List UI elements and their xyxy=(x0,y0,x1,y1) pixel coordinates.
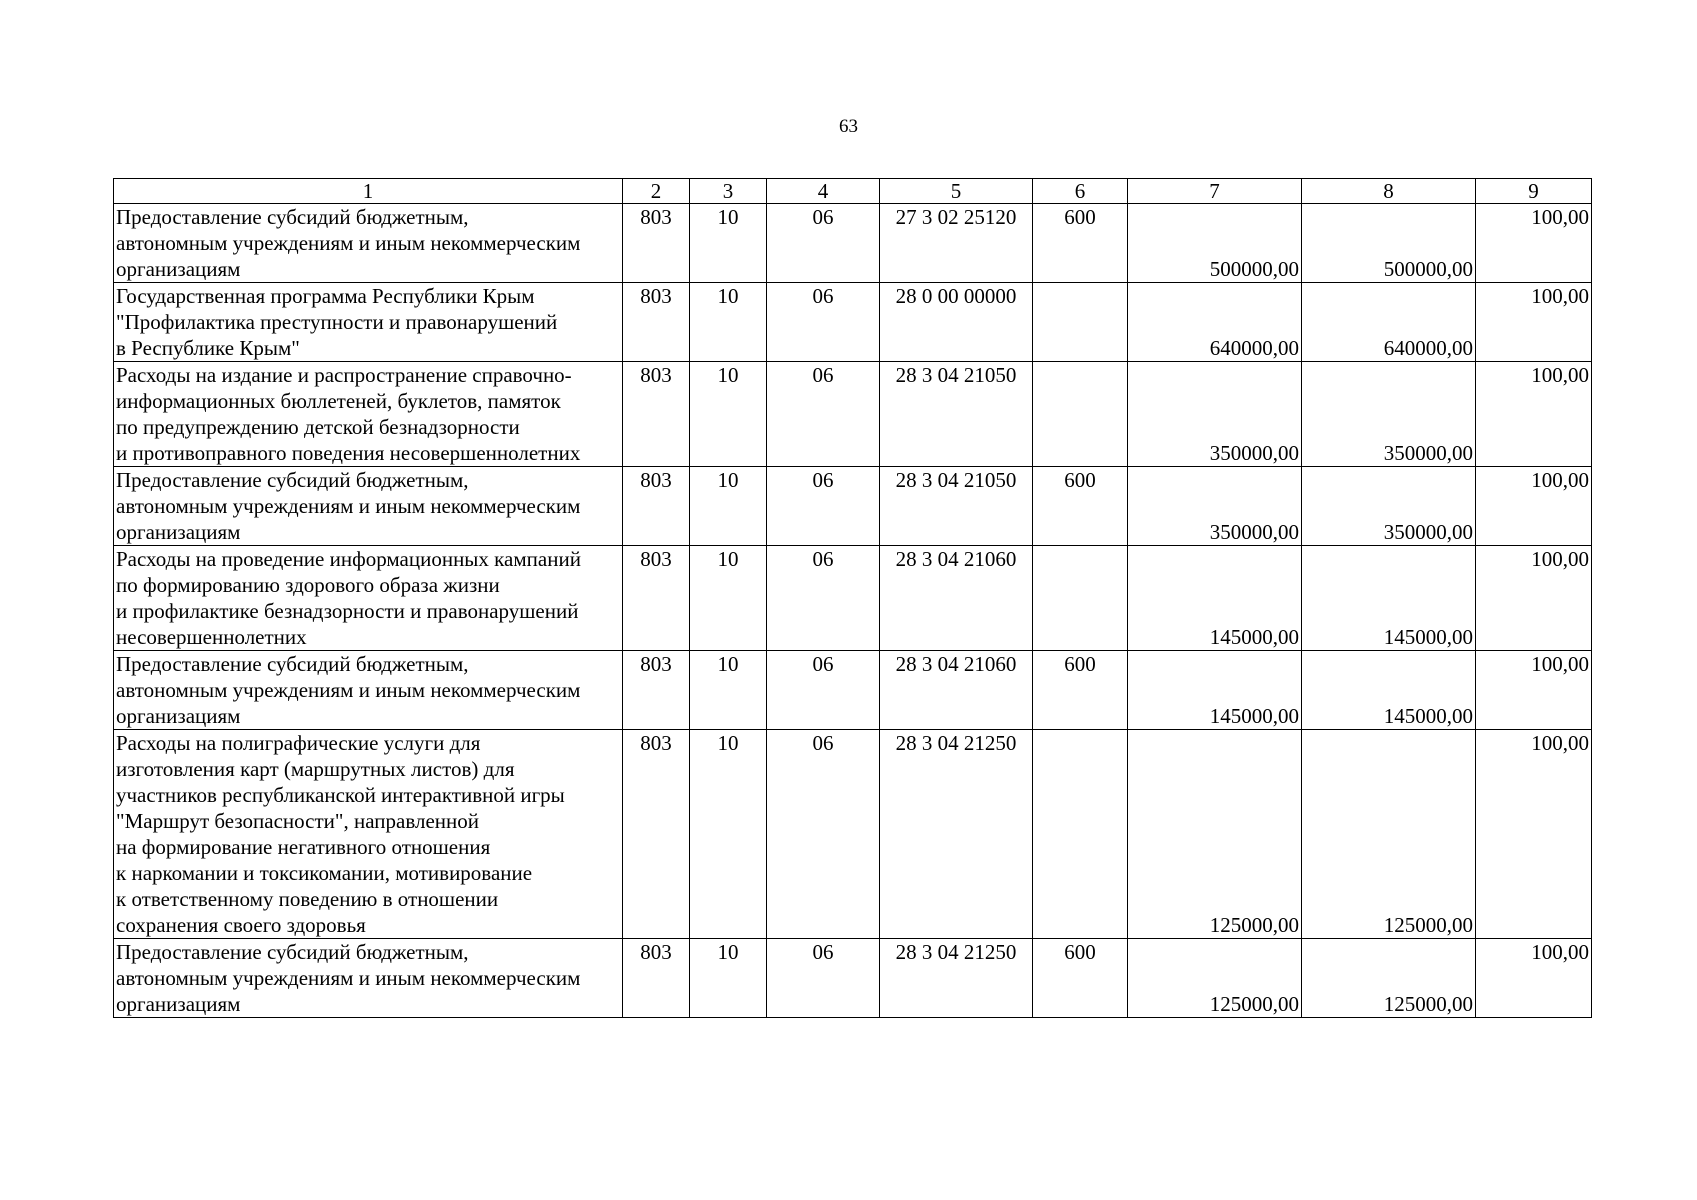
cell-col-9: 100,00 xyxy=(1476,362,1592,467)
header-col-7: 7 xyxy=(1128,179,1302,204)
cell-col-7: 145000,00 xyxy=(1128,546,1302,651)
cell-col-8: 350000,00 xyxy=(1302,467,1476,546)
header-col-6: 6 xyxy=(1033,179,1128,204)
cell-col-5: 28 3 04 21250 xyxy=(880,730,1033,939)
cell-line: изготовления карт (маршрутных листов) для xyxy=(116,757,515,781)
cell-col-1 xyxy=(114,204,623,283)
cell-col-8: 500000,00 xyxy=(1302,204,1476,283)
budget-table xyxy=(113,178,1592,1018)
cell-col-9: 100,00 xyxy=(1476,283,1592,362)
cell-line: в Республике Крым" xyxy=(116,336,300,360)
header-col-5: 5 xyxy=(880,179,1033,204)
table-header xyxy=(114,179,1592,204)
cell-line: к наркомании и токсикомании, мотивирование xyxy=(116,861,533,885)
cell-line: организациям xyxy=(116,704,241,728)
table-row xyxy=(114,204,1592,283)
cell-col-5: 28 3 04 21060 xyxy=(880,546,1033,651)
cell-col-4: 06 xyxy=(767,467,880,546)
cell-col-8: 145000,00 xyxy=(1302,651,1476,730)
cell-col-8: 350000,00 xyxy=(1302,362,1476,467)
cell-line: автономным учреждениям и иным некоммерческим xyxy=(116,678,581,702)
cell-col-3: 10 xyxy=(690,467,767,546)
cell-line: "Маршрут безопасности", направленной xyxy=(116,809,479,833)
header-col-9: 9 xyxy=(1476,179,1592,204)
page-number: 63 xyxy=(839,116,858,137)
table-row xyxy=(114,546,1592,651)
cell-col-6: 600 xyxy=(1033,204,1128,283)
cell-line: по предупреждению детской безнадзорности xyxy=(116,415,520,439)
cell-col-3: 10 xyxy=(690,362,767,467)
cell-col-2: 803 xyxy=(623,204,690,283)
header-col-2: 2 xyxy=(623,179,690,204)
cell-line: Расходы на проведение информационных кампаний xyxy=(116,547,581,571)
cell-col-5: 28 3 04 21050 xyxy=(880,467,1033,546)
cell-col-1 xyxy=(114,467,623,546)
cell-line: автономным учреждениям и иным некоммерческим xyxy=(116,494,581,518)
cell-col-4: 06 xyxy=(767,283,880,362)
cell-col-4: 06 xyxy=(767,546,880,651)
cell-line: Предоставление субсидий бюджетным, xyxy=(116,205,469,229)
cell-col-5: 28 3 04 21050 xyxy=(880,362,1033,467)
cell-col-8: 640000,00 xyxy=(1302,283,1476,362)
cell-col-4: 06 xyxy=(767,651,880,730)
cell-col-2: 803 xyxy=(623,730,690,939)
cell-col-1 xyxy=(114,939,623,1018)
cell-line: по формированию здорового образа жизни xyxy=(116,573,500,597)
cell-col-1 xyxy=(114,362,623,467)
cell-col-3: 10 xyxy=(690,939,767,1018)
cell-col-4: 06 xyxy=(767,730,880,939)
cell-col-2: 803 xyxy=(623,546,690,651)
cell-col-1 xyxy=(114,283,623,362)
table-row xyxy=(114,730,1592,939)
table-row xyxy=(114,362,1592,467)
cell-line: сохранения своего здоровья xyxy=(116,913,366,937)
cell-col-3: 10 xyxy=(690,283,767,362)
cell-col-1 xyxy=(114,730,623,939)
cell-col-9: 100,00 xyxy=(1476,730,1592,939)
cell-col-6 xyxy=(1033,362,1128,467)
cell-col-2: 803 xyxy=(623,939,690,1018)
header-col-4: 4 xyxy=(767,179,880,204)
cell-line: Предоставление субсидий бюджетным, xyxy=(116,940,469,964)
cell-col-7: 125000,00 xyxy=(1128,730,1302,939)
header-row xyxy=(114,179,1592,204)
cell-col-5: 27 3 02 25120 xyxy=(880,204,1033,283)
cell-col-2: 803 xyxy=(623,651,690,730)
cell-col-8: 125000,00 xyxy=(1302,730,1476,939)
cell-col-3: 10 xyxy=(690,730,767,939)
table-row xyxy=(114,939,1592,1018)
cell-line: к ответственному поведению в отношении xyxy=(116,887,499,911)
cell-col-4: 06 xyxy=(767,939,880,1018)
cell-col-6 xyxy=(1033,546,1128,651)
cell-col-4: 06 xyxy=(767,204,880,283)
cell-line: и противоправного поведения несовершеннолетних xyxy=(116,441,581,465)
cell-col-7: 125000,00 xyxy=(1128,939,1302,1018)
cell-col-2: 803 xyxy=(623,467,690,546)
cell-col-7: 145000,00 xyxy=(1128,651,1302,730)
cell-col-6: 600 xyxy=(1033,467,1128,546)
cell-line: автономным учреждениям и иным некоммерческим xyxy=(116,966,581,990)
cell-col-7: 350000,00 xyxy=(1128,362,1302,467)
cell-line: Государственная программа Республики Крым xyxy=(116,284,535,308)
cell-col-2: 803 xyxy=(623,283,690,362)
cell-col-6 xyxy=(1033,283,1128,362)
cell-line: организациям xyxy=(116,520,241,544)
cell-col-1 xyxy=(114,651,623,730)
cell-col-5: 28 0 00 00000 xyxy=(880,283,1033,362)
cell-line: и профилактике безнадзорности и правонарушений xyxy=(116,599,579,623)
table-row xyxy=(114,467,1592,546)
cell-line: Предоставление субсидий бюджетным, xyxy=(116,652,469,676)
cell-col-1 xyxy=(114,546,623,651)
cell-col-7: 350000,00 xyxy=(1128,467,1302,546)
cell-line: участников республиканской интерактивной игры xyxy=(116,783,565,807)
cell-col-2: 803 xyxy=(623,362,690,467)
cell-line: организациям xyxy=(116,257,241,281)
cell-col-5: 28 3 04 21250 xyxy=(880,939,1033,1018)
cell-col-5: 28 3 04 21060 xyxy=(880,651,1033,730)
cell-col-3: 10 xyxy=(690,546,767,651)
cell-col-9: 100,00 xyxy=(1476,939,1592,1018)
cell-col-9: 100,00 xyxy=(1476,467,1592,546)
cell-col-8: 145000,00 xyxy=(1302,546,1476,651)
header-col-1: 1 xyxy=(114,179,623,204)
cell-col-7: 640000,00 xyxy=(1128,283,1302,362)
cell-line: на формирование негативного отношения xyxy=(116,835,491,859)
cell-col-7: 500000,00 xyxy=(1128,204,1302,283)
cell-col-4: 06 xyxy=(767,362,880,467)
cell-line: автономным учреждениям и иным некоммерческим xyxy=(116,231,581,255)
header-col-3: 3 xyxy=(690,179,767,204)
cell-col-9: 100,00 xyxy=(1476,651,1592,730)
cell-col-6: 600 xyxy=(1033,651,1128,730)
cell-line: Расходы на полиграфические услуги для xyxy=(116,731,481,755)
cell-col-6: 600 xyxy=(1033,939,1128,1018)
cell-line: несовершеннолетних xyxy=(116,625,307,649)
cell-col-9: 100,00 xyxy=(1476,546,1592,651)
header-col-8: 8 xyxy=(1302,179,1476,204)
cell-line: Предоставление субсидий бюджетным, xyxy=(116,468,469,492)
cell-line: организациям xyxy=(116,992,241,1016)
cell-line: Расходы на издание и распространение справочно- xyxy=(116,363,572,387)
cell-col-6 xyxy=(1033,730,1128,939)
table-row xyxy=(114,651,1592,730)
cell-line: информационных бюллетеней, буклетов, памяток xyxy=(116,389,561,413)
table-body xyxy=(114,204,1592,1018)
cell-line: "Профилактика преступности и правонарушений xyxy=(116,310,558,334)
cell-col-8: 125000,00 xyxy=(1302,939,1476,1018)
cell-col-3: 10 xyxy=(690,204,767,283)
cell-col-3: 10 xyxy=(690,651,767,730)
table-row xyxy=(114,283,1592,362)
cell-col-9: 100,00 xyxy=(1476,204,1592,283)
